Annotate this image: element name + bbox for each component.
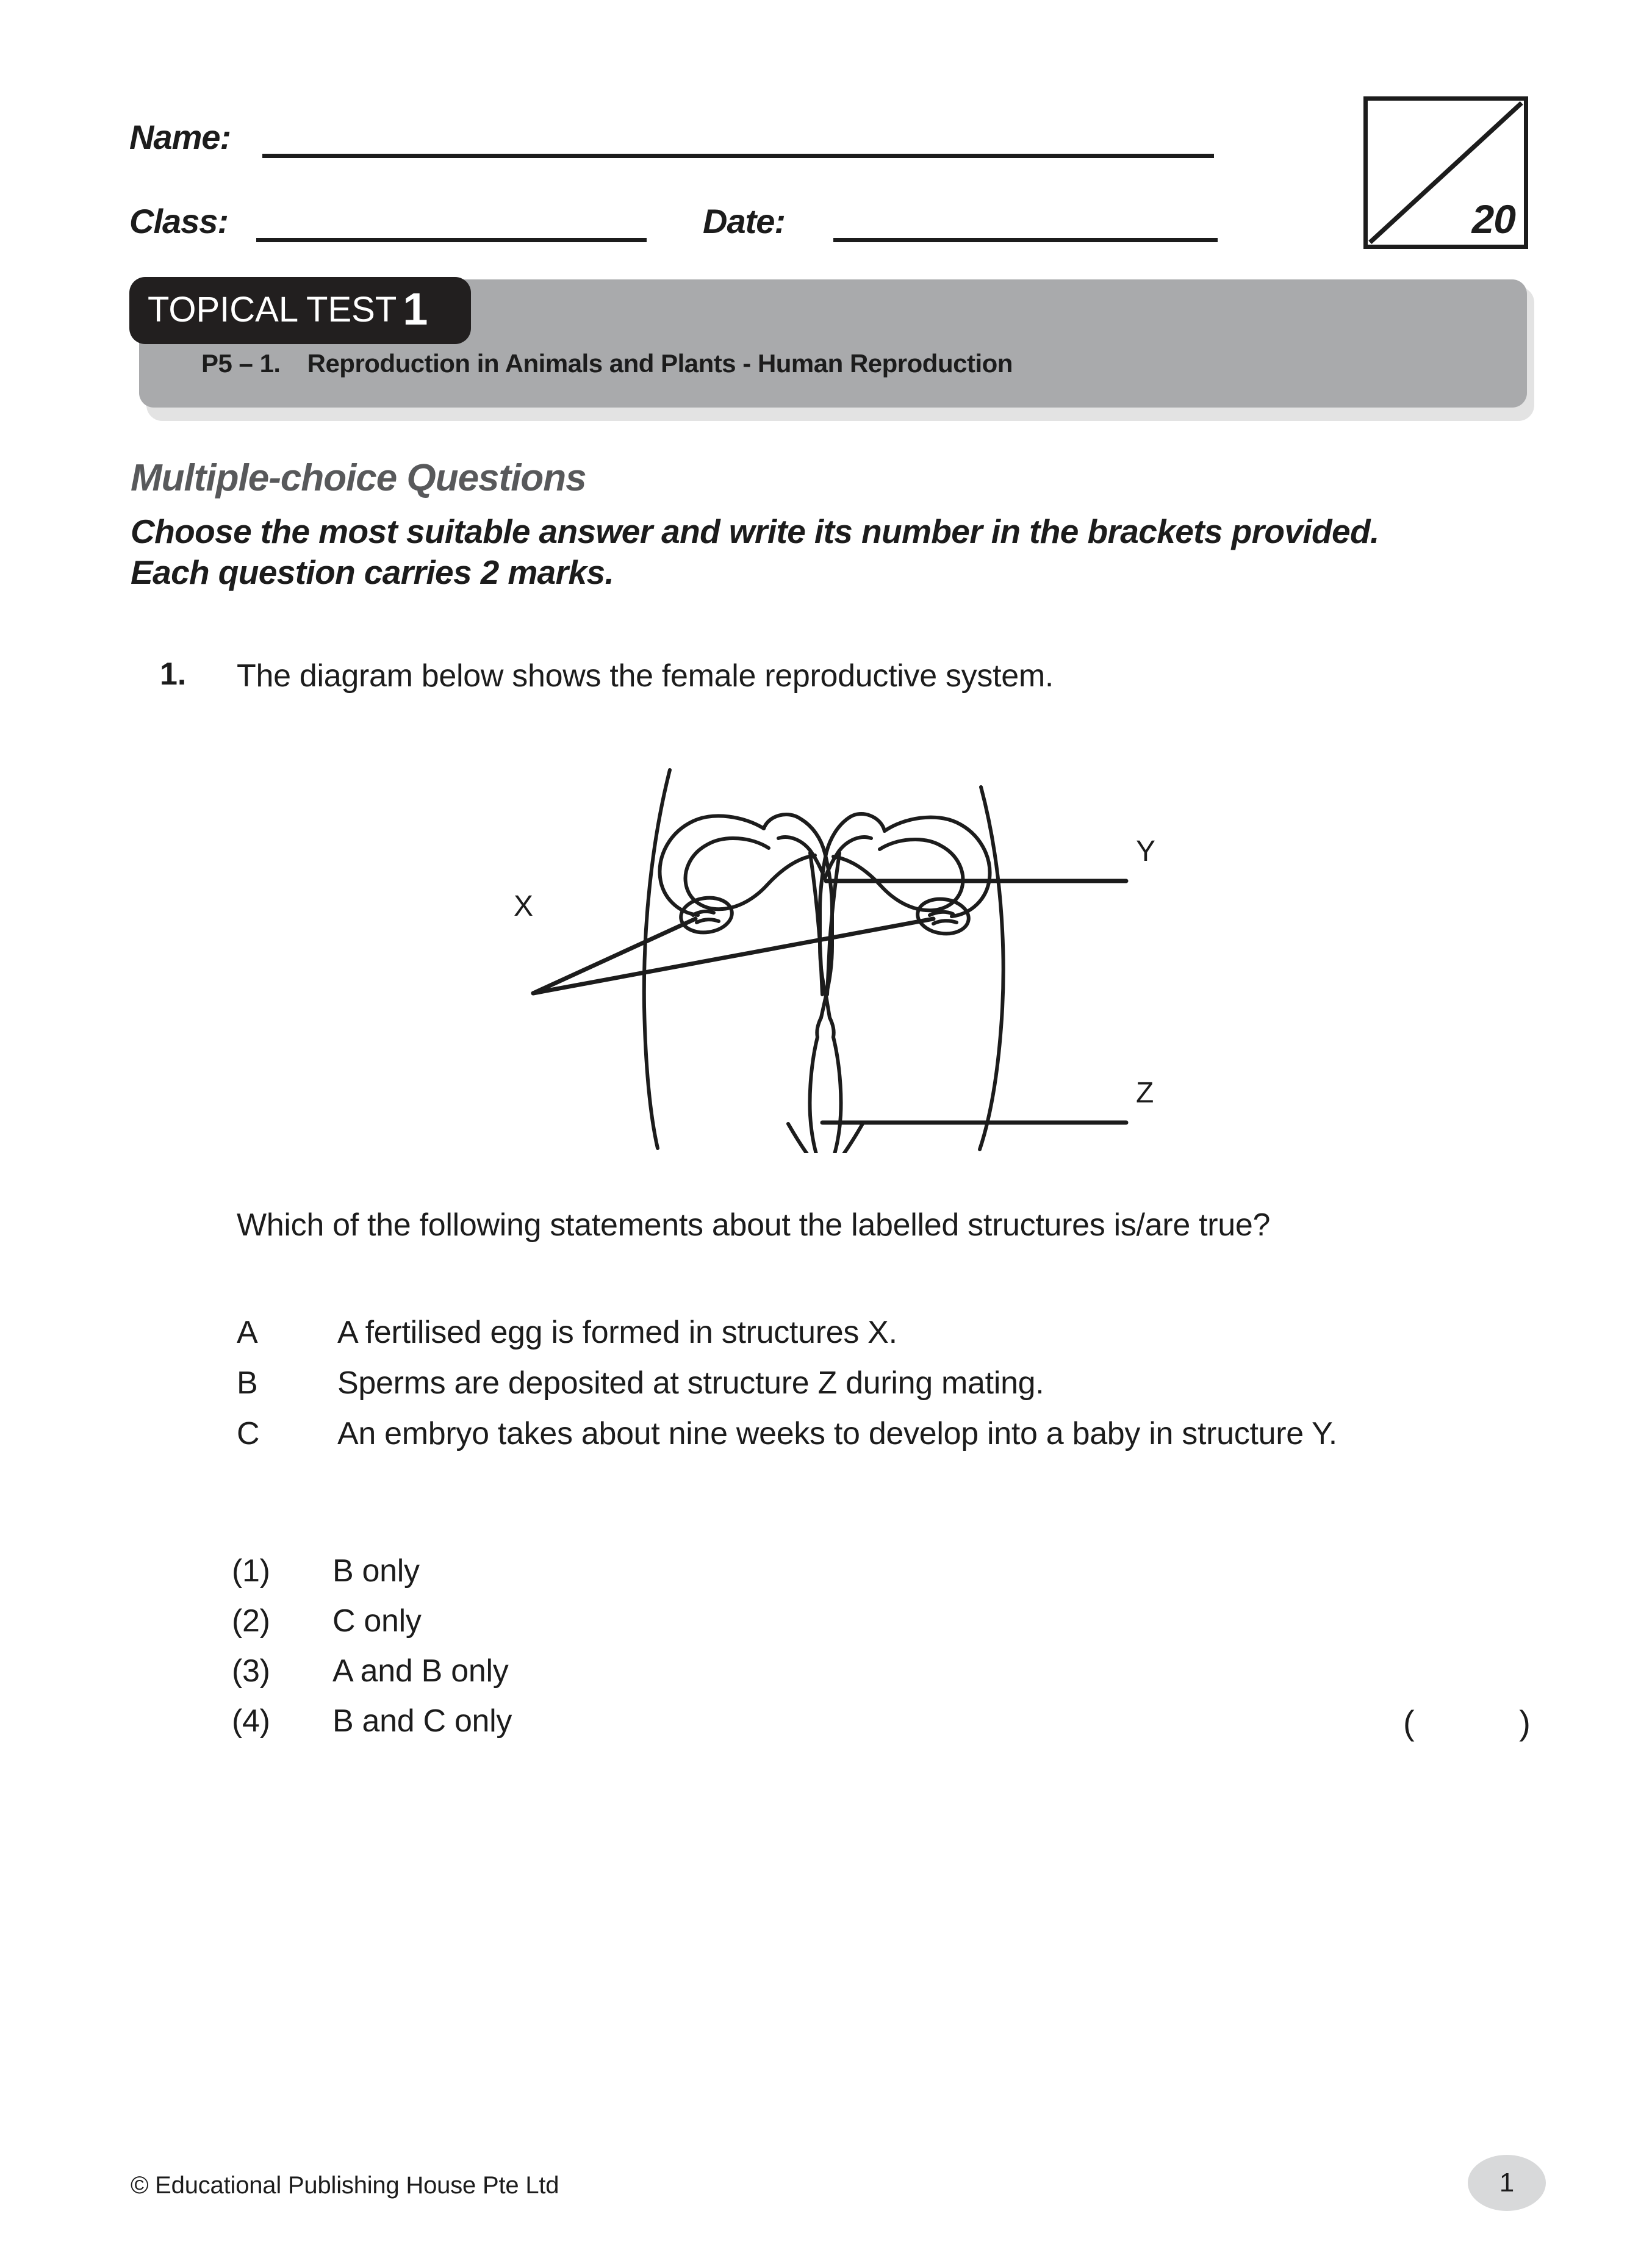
option-2[interactable] bbox=[232, 1603, 1604, 1639]
diagram-label-x: X bbox=[514, 890, 534, 922]
cervix-right bbox=[830, 1018, 834, 1037]
class-label: Class: bbox=[129, 202, 229, 240]
question-number: 1. bbox=[160, 656, 187, 692]
fallopian-tube-left-connector bbox=[722, 855, 815, 909]
option-1-text: B only bbox=[332, 1553, 420, 1589]
date-label: Date: bbox=[703, 202, 786, 240]
topical-test-number: 1 bbox=[403, 284, 428, 334]
footer-copyright: © Educational Publishing House Pte Ltd bbox=[131, 2172, 559, 2199]
ovary-left-detail-b bbox=[697, 919, 719, 922]
option-2-text: C only bbox=[332, 1603, 422, 1639]
body-outline-left bbox=[644, 770, 670, 1148]
option-4[interactable] bbox=[232, 1703, 1604, 1739]
class-write-line[interactable] bbox=[256, 238, 647, 242]
statement-c-key: C bbox=[237, 1416, 260, 1451]
option-1[interactable] bbox=[232, 1553, 1604, 1589]
female-reproductive-system-diagram bbox=[512, 763, 1135, 1153]
statement-c-text: An embryo takes about nine weeks to develop into a baby in structure Y. bbox=[337, 1416, 1337, 1451]
option-4-key: (4) bbox=[232, 1703, 270, 1739]
ovary-left-detail-a bbox=[693, 911, 714, 915]
statement-c bbox=[237, 1414, 1451, 1455]
diagram-label-z: Z bbox=[1136, 1077, 1154, 1109]
body-outline-right bbox=[980, 787, 1004, 1149]
ovary-left bbox=[679, 894, 734, 935]
statement-a-text: A fertilised egg is formed in structures X. bbox=[337, 1315, 897, 1350]
date-write-line[interactable] bbox=[833, 238, 1218, 242]
option-3-text: A and B only bbox=[332, 1653, 509, 1689]
vagina-wall-right bbox=[830, 1037, 841, 1153]
name-label: Name: bbox=[129, 118, 231, 156]
diagram-svg bbox=[512, 763, 1135, 1153]
section-instructions: Choose the most suitable answer and write its number in the brackets provided. Each question carries 2 marks. bbox=[131, 512, 1379, 592]
option-3[interactable] bbox=[232, 1653, 1604, 1689]
statement-a bbox=[237, 1312, 1451, 1354]
topical-test-tag bbox=[129, 277, 471, 344]
score-box[interactable] bbox=[1363, 96, 1528, 249]
ovary-right bbox=[916, 896, 971, 936]
fallopian-tube-right-connector bbox=[833, 857, 926, 910]
banner-subtitle-text: Reproduction in Animals and Plants - Human Reproduction bbox=[307, 349, 1013, 378]
option-2-key: (2) bbox=[232, 1603, 270, 1639]
answer-bracket[interactable]: ( ) bbox=[1403, 1703, 1578, 1742]
option-1-key: (1) bbox=[232, 1553, 270, 1589]
option-3-key: (3) bbox=[232, 1653, 270, 1689]
cervix-left bbox=[817, 1018, 821, 1037]
question-stem: The diagram below shows the female reproductive system. bbox=[237, 658, 1054, 694]
banner-subtitle-code: P5 – 1. bbox=[201, 349, 281, 378]
score-total: 20 bbox=[1471, 196, 1515, 242]
banner-subtitle bbox=[201, 349, 1013, 378]
statement-b-text: Sperms are deposited at structure Z during mating. bbox=[337, 1365, 1044, 1401]
page-number: 1 bbox=[1499, 2168, 1515, 2198]
ovary-right-detail-a bbox=[930, 912, 953, 915]
section-title: Multiple-choice Questions bbox=[131, 457, 586, 499]
statement-a-key: A bbox=[237, 1315, 258, 1350]
ovary-right-detail-b bbox=[933, 921, 957, 924]
topical-test-label: TOPICAL TEST bbox=[148, 289, 397, 329]
vagina-wall-left bbox=[810, 1037, 822, 1153]
diagram-label-y: Y bbox=[1136, 835, 1156, 868]
statement-b-key: B bbox=[237, 1365, 258, 1401]
leader-line-x-to-right-ovary bbox=[533, 919, 933, 993]
option-4-text: B and C only bbox=[332, 1703, 512, 1739]
statement-b bbox=[237, 1363, 1451, 1404]
question-ask: Which of the following statements about the labelled structures is/are true? bbox=[237, 1207, 1271, 1243]
page-number-badge bbox=[1468, 2155, 1546, 2211]
leader-line-x-to-left-ovary bbox=[533, 919, 695, 993]
name-write-line[interactable] bbox=[262, 154, 1214, 158]
